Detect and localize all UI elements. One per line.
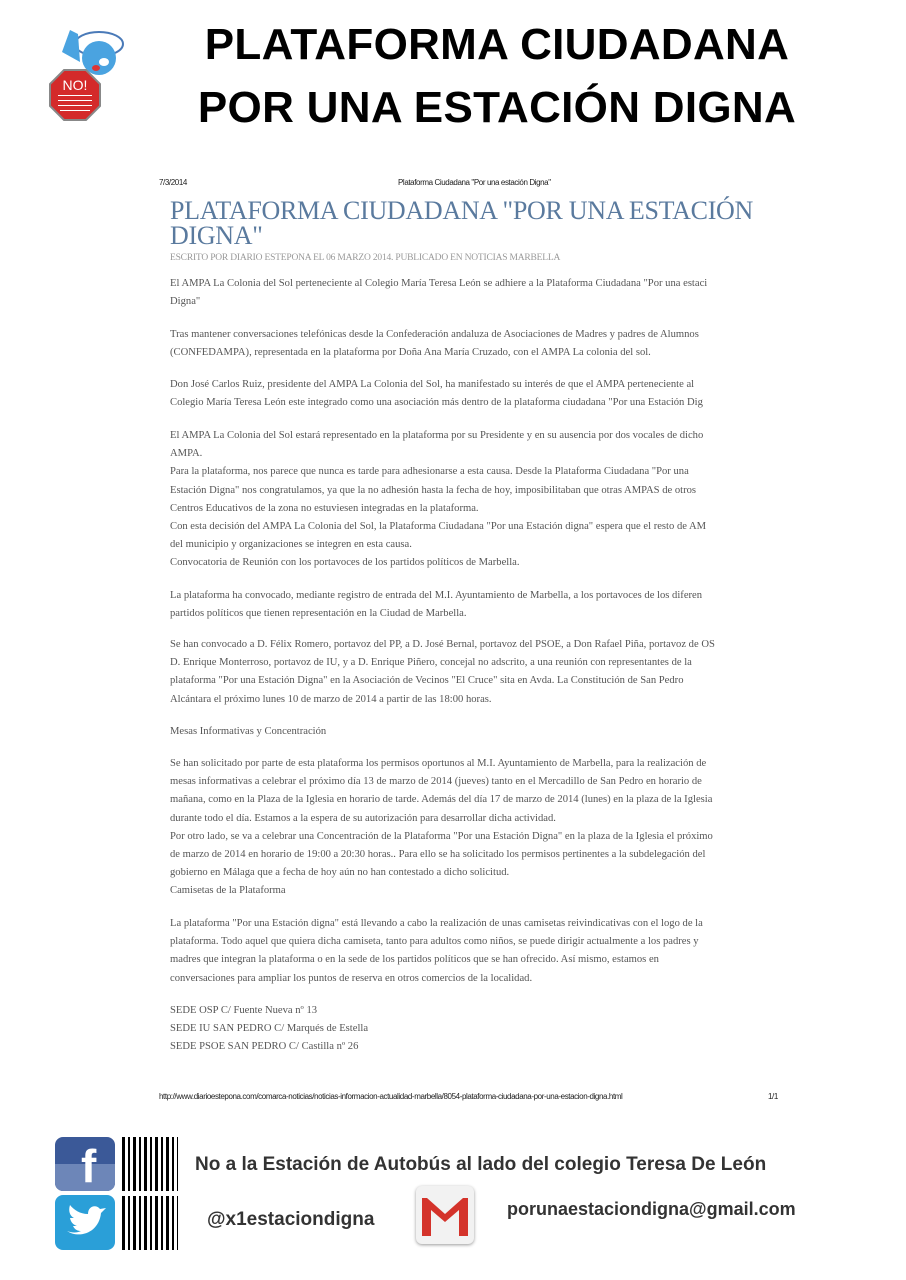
article-line: madres que integran la plataforma o en la sede de los partidos políticos que se han ofrecido. Así mismo, estamos en [170, 954, 659, 966]
twitter-icon[interactable] [55, 1195, 115, 1250]
print-page-title: Plataforma Ciudadana "Por una estación Digna" [398, 178, 551, 187]
facebook-qr-code [122, 1137, 178, 1191]
article-line: mesas informativas a celebrar el próximo día 13 de marzo de 2014 (jueves) tanto en el Mercadillo de San Pedro en horario de [170, 776, 702, 788]
article-line: Digna" [170, 296, 201, 308]
article-line: conversaciones para ampliar los puntos de reserva en otros comercios de la localidad. [170, 972, 533, 984]
article-line: Camisetas de la Plataforma [170, 885, 286, 897]
article-line: gobierno en Málaga que a fecha de hoy aún no han contestado a dicho solicitud. [170, 867, 510, 879]
article-line: Estación Digna" nos congratulamos, ya que la no adhesión hasta la fecha de hoy, imposibilitaban que otras AMPAS de otros [170, 484, 697, 496]
article-line: plataforma. Todo aquel que quiera dicha camiseta, tanto para adultos como niños, se puede dirigir actualmente a los padres y [170, 936, 699, 948]
print-url: http://www.diarioestepona.com/comarca-noticias/noticias-informacion-actualidad-marbella/8054-plataforma-ciudadana-por-una-estacion-digna.html [159, 1092, 623, 1101]
twitter-handle[interactable]: @x1estaciondigna [207, 1209, 375, 1230]
article-line: plataforma "Por una Estación Digna" en la Asociación de Vecinos "El Cruce" sita en Avda. La Constitución de San Pedro [170, 675, 684, 687]
footer-slogan: No a la Estación de Autobús al lado del colegio Teresa De León [195, 1154, 767, 1175]
print-page-count: 1/1 [768, 1092, 778, 1101]
article-line: durante todo el día. Estamos a la espera de su autorización para desarrollar dicha actividad. [170, 812, 556, 824]
facebook-icon[interactable]: f [55, 1137, 115, 1191]
article-line: Tras mantener conversaciones telefónicas desde la Confederación andaluza de Asociaciones de Madres y padres de Alumnos [170, 329, 699, 340]
article-paragraph [170, 427, 780, 573]
smurf-stop-sign-icon [44, 22, 134, 126]
article-line: Con esta decisión del AMPA La Colonia del Sol, la Plataforma Ciudadana "Por una Estación digna" espera que el resto de AM [170, 520, 707, 532]
article-line: (CONFEDAMPA), representada en la plataforma por Doña Ana María Cruzado, con el AMPA La colonia del sol. [170, 347, 651, 359]
header-title-line2: POR UNA ESTACIÓN DIGNA [197, 83, 797, 132]
article-line: SEDE PSOE SAN PEDRO C/ Castilla nº 26 [170, 1041, 359, 1053]
article-line: La plataforma ha convocado, mediante registro de entrada del M.I. Ayuntamiento de Marbella, a los portavoces de los diferen [170, 590, 703, 601]
article-line: Se han convocado a D. Félix Romero, portavoz del PP, a D. José Bernal, portavoz del PSOE, a Don Rafael Piña, portavoz de OS [170, 639, 715, 650]
article-line: El AMPA La Colonia del Sol perteneciente al Colegio María Teresa León se adhiere a la Plataforma Ciudadana "Por una estaci [170, 278, 708, 289]
contact-email[interactable]: porunaestaciondigna@gmail.com [507, 1199, 796, 1219]
article-line: SEDE IU SAN PEDRO C/ Marqués de Estella [170, 1023, 369, 1035]
gmail-icon[interactable] [416, 1186, 474, 1244]
article-line: del municipio y organizaciones se integren en esta causa. [170, 539, 412, 551]
print-date: 7/3/2014 [159, 178, 187, 187]
article-line: AMPA. [170, 448, 203, 460]
article-paragraph [170, 915, 780, 988]
article-line: mañana, como en la Plaza de la Iglesia en horario de tarde. Además del día 17 de marzo de 2014 (lunes) en la plaza de la Iglesia [170, 794, 713, 806]
article-line: El AMPA La Colonia del Sol estará representado en la plataforma por su Presidente y en su ausencia por dos vocales de dicho [170, 430, 704, 441]
article-byline: ESCRITO POR DIARIO ESTEPONA EL 06 MARZO 2014. PUBLICADO EN NOTICIAS MARBELLA [170, 253, 561, 263]
svg-text:NO!: NO! [62, 77, 88, 93]
twitter-qr-code [122, 1196, 178, 1250]
article-line: D. Enrique Monterroso, portavoz de IU, y a D. Enrique Piñero, concejal no adscrito, a una reunión con representantes de la [170, 657, 692, 669]
platform-logo [44, 22, 134, 126]
article-line: Colegio María Teresa León este integrado como una asociación más dentro de la plataforma ciudadana "Por una Estación Dig [170, 397, 703, 409]
article-paragraph [170, 376, 780, 412]
header-title-line1: PLATAFORMA CIUDADANA [204, 20, 790, 69]
article-paragraph [170, 755, 780, 901]
article-paragraph [170, 636, 780, 709]
article-line: La plataforma "Por una Estación digna" está llevando a cabo la realización de unas camisetas reivindicativas con el logo de la [170, 918, 703, 929]
article-paragraph [170, 1002, 780, 1057]
article-line: partidos políticos que tienen representación en la Ciudad de Marbella. [170, 608, 467, 620]
article-paragraph [170, 326, 780, 362]
article-line: Don José Carlos Ruiz, presidente del AMPA La Colonia del Sol, ha manifestado su interés de que el AMPA perteneciente al [170, 379, 695, 390]
article-line: Convocatoria de Reunión con los portavoces de los partidos políticos de Marbella. [170, 557, 520, 569]
article-line: Mesas Informativas y Concentración [170, 726, 327, 737]
article-paragraph [170, 275, 780, 311]
article-line: Para la plataforma, nos parece que nunca es tarde para adhesionarse a esta causa. Desde la Plataforma Ciudadana "Por una [170, 466, 689, 478]
article-paragraph [170, 723, 780, 741]
article-line: Alcántara el próximo lunes 10 de marzo de 2014 a partir de las 18:00 horas. [170, 693, 492, 705]
article-paragraph [170, 587, 780, 623]
article-line: Centros Educativos de la zona no estuviesen integradas en la plataforma. [170, 502, 479, 514]
article-line: Se han solicitado por parte de esta plataforma los permisos oportunos al M.I. Ayuntamiento de Marbella, para la realización de [170, 758, 707, 769]
article-title: PLATAFORMA CIUDADANA "POR UNA ESTACIÓN DIGNA" [170, 196, 754, 250]
article-line: Por otro lado, se va a celebrar una Concentración de la Plataforma "Por una Estación Digna" en la plaza de la Iglesia el próximo [170, 830, 713, 842]
article-line: SEDE OSP C/ Fuente Nueva nº 13 [170, 1005, 318, 1016]
article-line: de marzo de 2014 en horario de 19:00 a 20:30 horas.. Para ello se ha solicitado los permisos pertinentes a la subdelegación del [170, 848, 706, 860]
